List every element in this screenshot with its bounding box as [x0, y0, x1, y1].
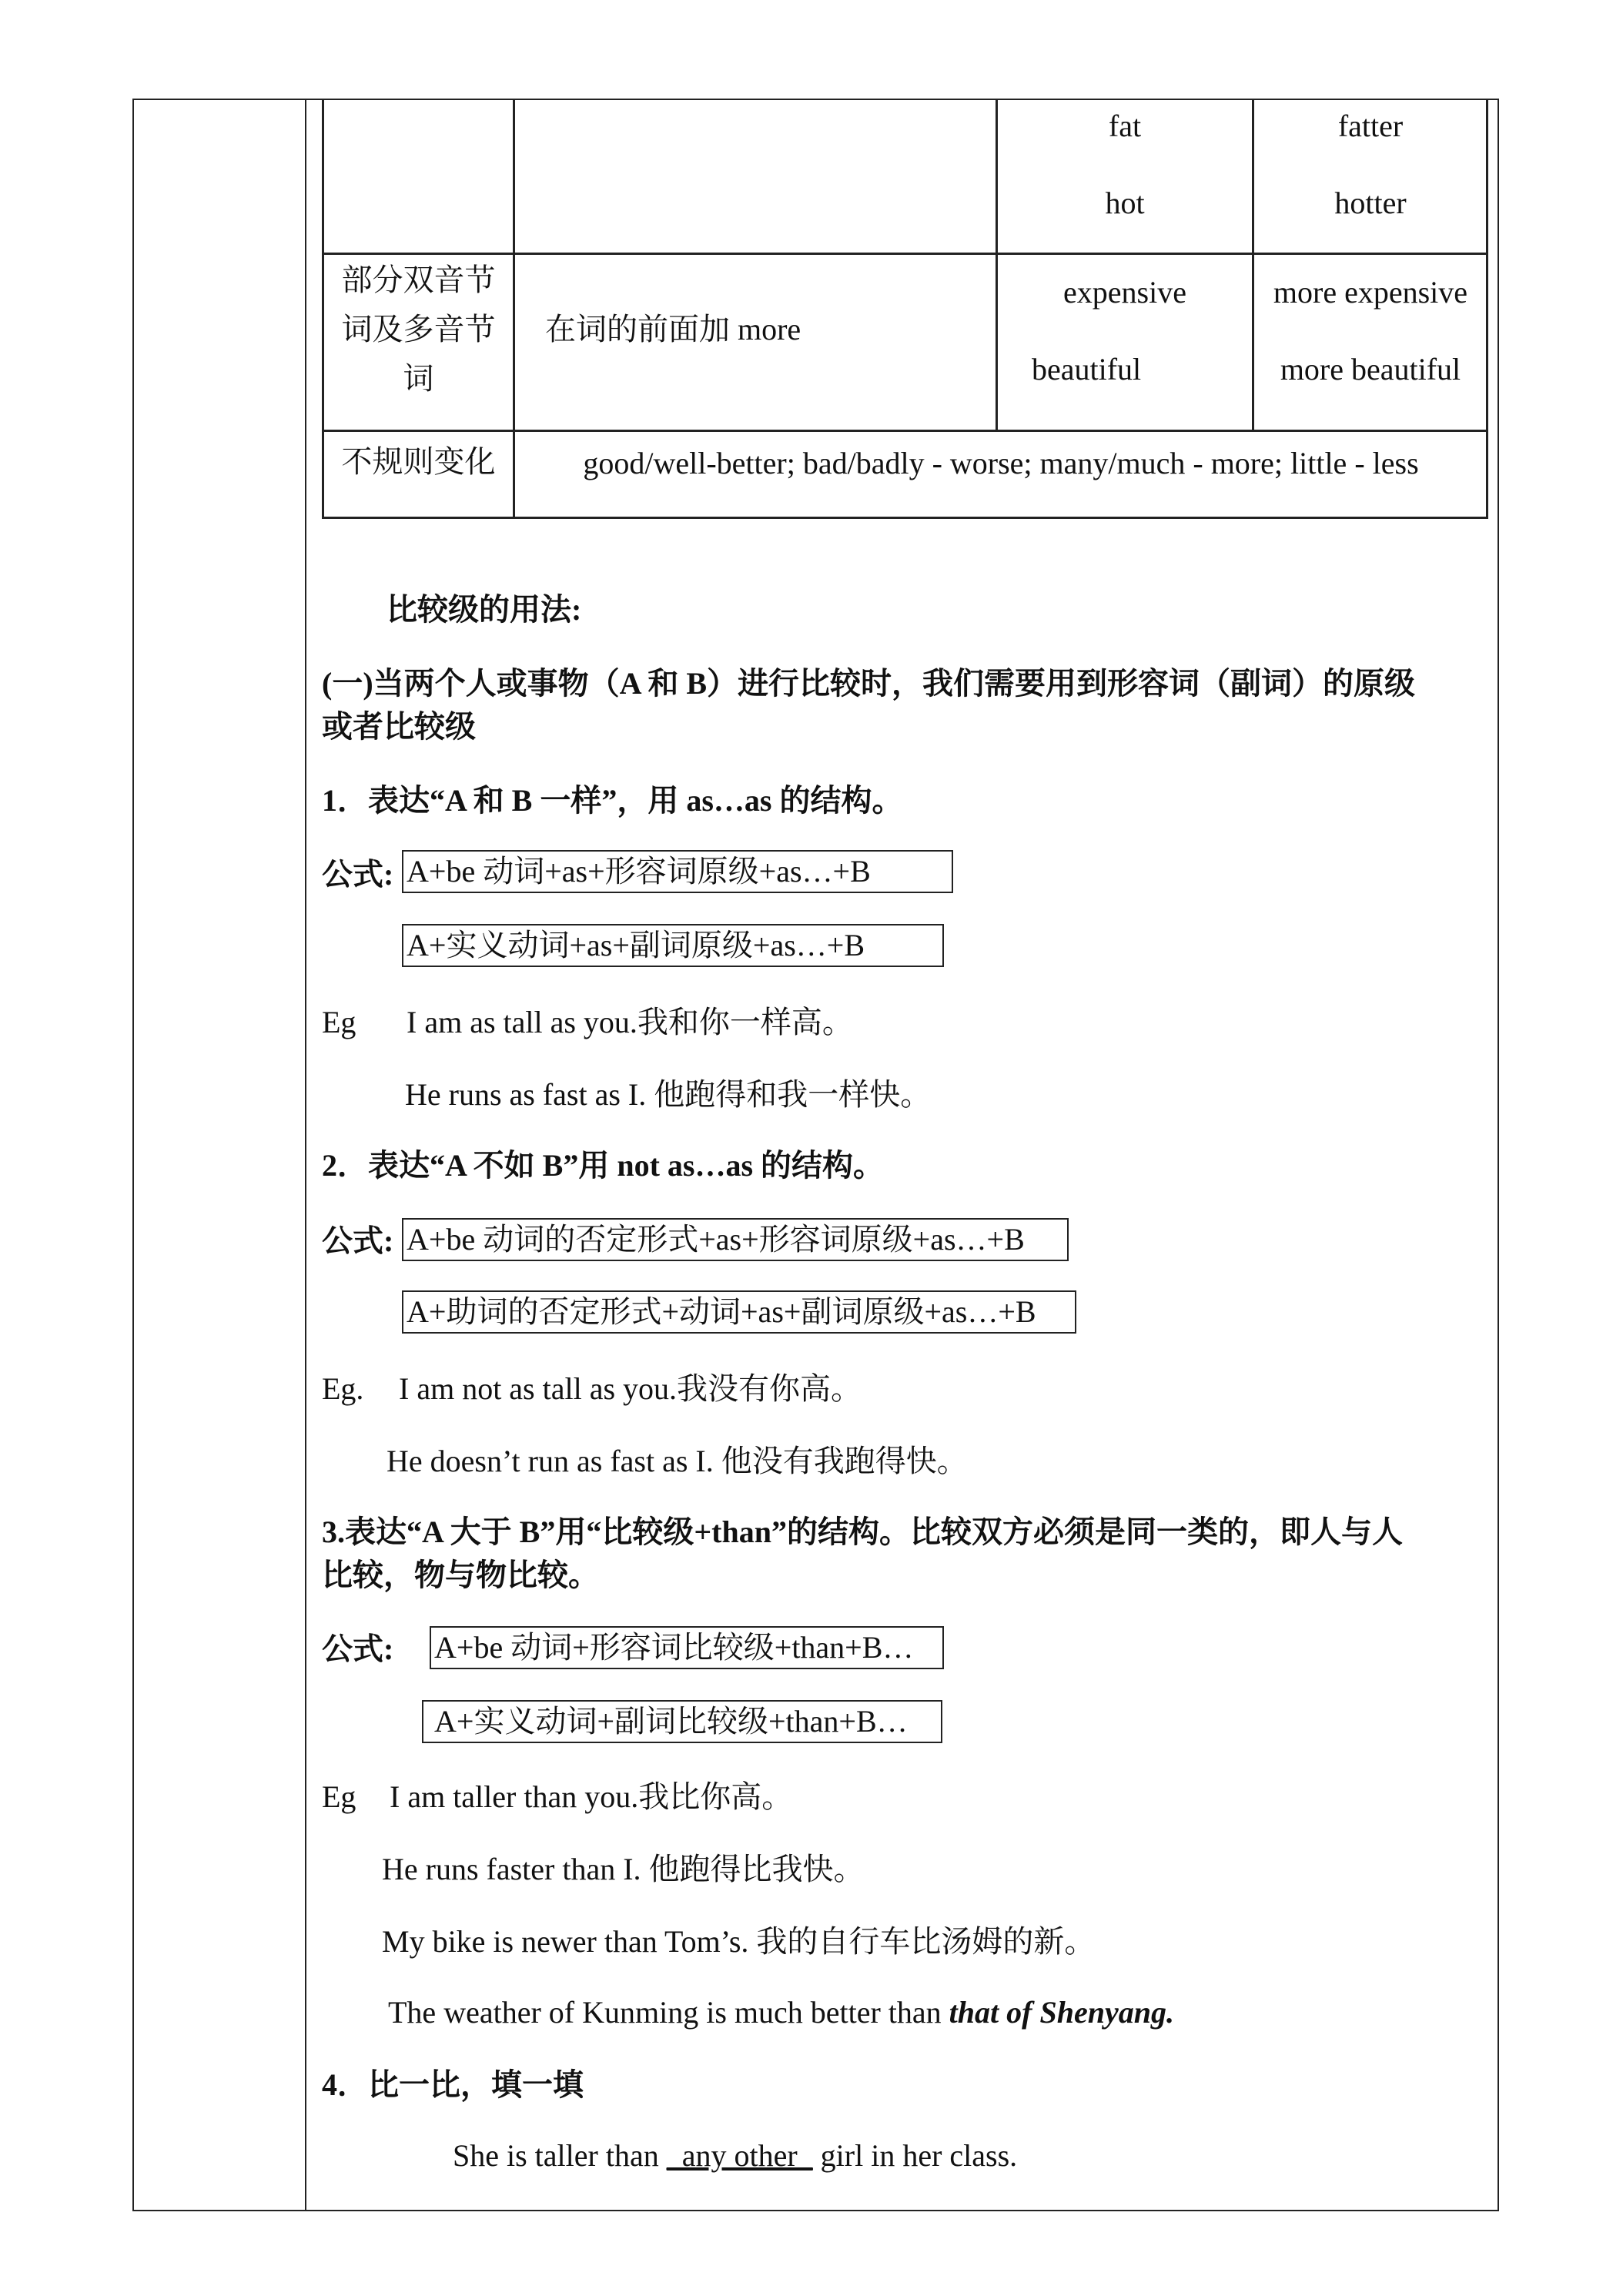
table-row-divider	[322, 430, 1488, 432]
table-cell-type: 部分双音节	[341, 263, 496, 297]
table-cell-base: fat	[1108, 109, 1142, 143]
table-cell-comparative: more expensive	[1273, 275, 1468, 310]
intro-text: (一)当两个人或事物（A 和 B）进行比较时，我们需要用到形容词（副词）的原级	[322, 666, 1415, 701]
example-label: Eg.	[322, 1371, 364, 1406]
sentence-text: She is taller than	[453, 2138, 667, 2173]
example-sentence	[388, 1994, 1174, 2031]
point-heading: 比较，物与物比较。	[322, 1558, 599, 1592]
table-row-divider	[322, 253, 1488, 255]
example-sentence: I am taller than you.我比你高。	[390, 1779, 793, 1814]
formula-box: A+助词的否定形式+动词+as+副词原级+as…+B	[402, 1290, 1076, 1334]
formula-label: 公式:	[322, 1632, 394, 1666]
formula-label: 公式:	[322, 857, 394, 892]
table-cell-type: 词	[403, 361, 434, 396]
sentence-text: girl in her class.	[812, 2138, 1018, 2173]
point-heading: 4．比一比，填一填	[322, 2067, 584, 2102]
table-cell-type: 不规则变化	[341, 444, 496, 479]
example-label: Eg	[322, 1779, 356, 1814]
example-sentence: My bike is newer than Tom’s. 我的自行车比汤姆的新。	[382, 1924, 1096, 1959]
example-text: The weather of Kunming is much better than	[388, 1995, 949, 2030]
formula-label: 公式:	[322, 1223, 394, 1258]
table-cell-comparative: hotter	[1334, 186, 1407, 220]
point-heading: 1．表达“A 和 B 一样”，用 as…as 的结构。	[322, 783, 903, 818]
formula-box: A+实义动词+副词比较级+than+B…	[422, 1700, 942, 1743]
example-sentence: I am not as tall as you.我没有你高。	[399, 1371, 862, 1406]
formula-box: A+be 动词的否定形式+as+形容词原级+as…+B	[402, 1218, 1069, 1261]
table-cell-type: 词及多音节	[341, 312, 496, 346]
table-cell-rule: 在词的前面加 more	[545, 312, 801, 346]
formula-box: A+be 动词+as+形容词原级+as…+B	[402, 850, 953, 893]
column-divider	[305, 99, 306, 2211]
formula-box: A+be 动词+形容词比较级+than+B…	[430, 1626, 944, 1669]
example-label: Eg	[322, 1005, 356, 1039]
answer-blank[interactable]: _any other_	[666, 2138, 813, 2173]
example-sentence: I am as tall as you.我和你一样高。	[407, 1005, 853, 1039]
section-title: 比较级的用法:	[387, 592, 582, 627]
point-heading: 3.表达“A 大于 B”用“比较级+than”的结构。比较双方必须是同一类的，即人与人	[322, 1514, 1403, 1549]
example-sentence: He runs as fast as I. 他跑得和我一样快。	[405, 1077, 932, 1112]
formula-box: A+实义动词+as+副词原级+as…+B	[402, 924, 944, 967]
table-cell-base: expensive	[1063, 275, 1186, 310]
example-emphasis: that of Shenyang.	[949, 1995, 1174, 2030]
table-cell-base: beautiful	[1032, 352, 1142, 387]
example-sentence: He runs faster than I. 他跑得比我快。	[382, 1852, 865, 1886]
table-col-divider	[996, 99, 998, 431]
table-cell-comparative: more beautiful	[1280, 352, 1461, 387]
fill-in-sentence	[453, 2137, 1017, 2174]
table-cell-base: hot	[1105, 186, 1145, 220]
example-sentence: He doesn’t run as fast as I. 他没有我跑得快。	[387, 1444, 968, 1478]
intro-text: 或者比较级	[322, 709, 476, 744]
point-heading: 2．表达“A 不如 B”用 not as…as 的结构。	[322, 1148, 885, 1183]
table-cell-irregular: good/well-better; bad/badly - worse; many/much - more; little - less	[583, 446, 1419, 480]
table-cell-comparative: fatter	[1337, 109, 1404, 143]
